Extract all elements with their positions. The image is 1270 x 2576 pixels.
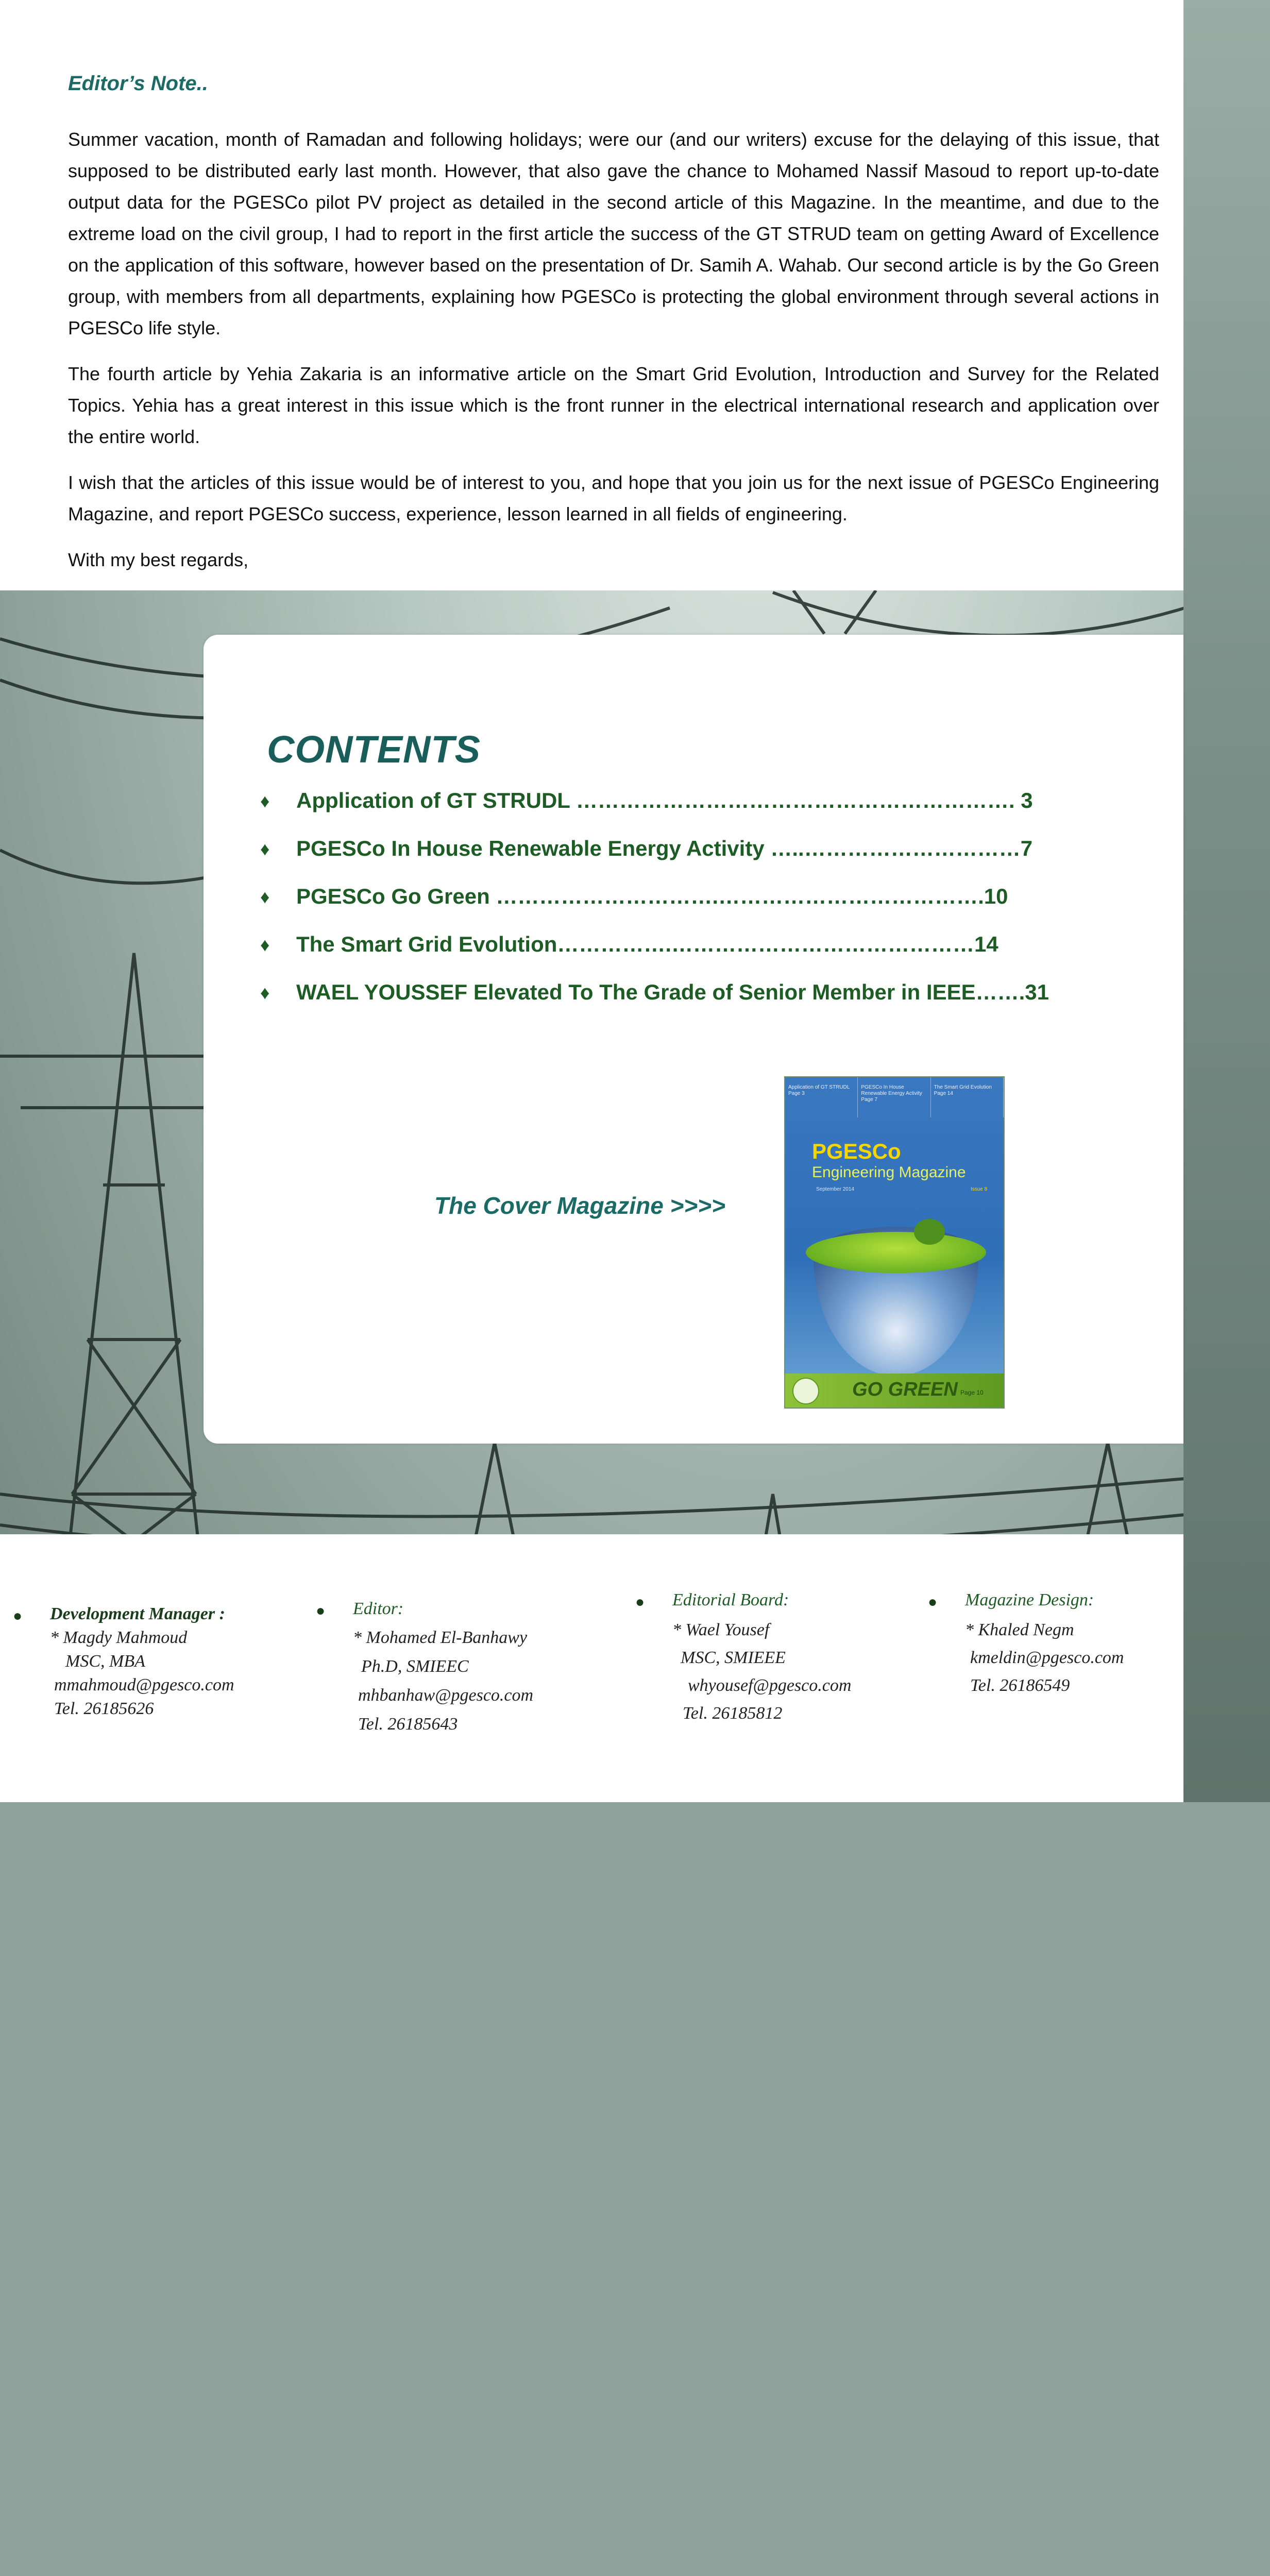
toc-item-text: WAEL YOUSSEF Elevated To The Grade of Senior Member in IEEE…….31 <box>296 980 1049 1004</box>
cover-magazine-label: The Cover Magazine >>>> <box>434 1192 726 1219</box>
cover-title: PGESCo <box>812 1139 901 1163</box>
team-email[interactable]: whyousef@pgesco.com <box>688 1676 852 1695</box>
team-name: * Magdy Mahmoud <box>50 1628 188 1647</box>
team-member-editor <box>316 1597 534 1736</box>
cover-header <box>785 1077 1004 1117</box>
toc-item-text: The Smart Grid Evolution…………….……………………………………14 <box>296 932 998 956</box>
toc-item-text: PGESCo In House Renewable Energy Activity …..…………………………7 <box>296 836 1033 860</box>
team-name: * Wael Yousef <box>672 1620 770 1639</box>
diamond-bullet-icon: ♦ <box>260 982 270 1003</box>
team-phone: Tel. 26185626 <box>54 1699 154 1718</box>
diamond-bullet-icon: ♦ <box>260 886 270 907</box>
right-photo-strip <box>1183 0 1270 1802</box>
toc-item[interactable] <box>260 980 1146 1028</box>
team-member-magazine-design <box>928 1588 1124 1698</box>
bullet-icon: ● <box>316 1602 326 1619</box>
team-email[interactable]: mhbanhaw@pgesco.com <box>358 1686 534 1705</box>
tree-icon <box>914 1219 945 1245</box>
editors-note-paragraph: The fourth article by Yehia Zakaria is an informative article on the Smart Grid Evolution, Introduction and Survey for the Related Topics. Yehia has a great interest in this issue which is the front runner in the electrical international research and application over the entire world. <box>68 363 1159 447</box>
team-phone: Tel. 26186549 <box>970 1676 1070 1695</box>
team-phone: Tel. 26185812 <box>683 1704 783 1723</box>
cover-date: September 2014 <box>816 1187 854 1192</box>
editors-note-title: Editor’s Note.. <box>68 72 208 95</box>
grass-island-icon <box>806 1232 986 1273</box>
team-member-development-manager <box>13 1602 234 1721</box>
cover-header-col: Application of GT STRUDL Page 3 <box>785 1077 858 1117</box>
diamond-bullet-icon: ♦ <box>260 838 270 859</box>
team-role: Editorial Board: <box>672 1590 789 1609</box>
team-phone: Tel. 26185643 <box>358 1715 458 1734</box>
team-role: Editor: <box>353 1599 404 1618</box>
editors-note-body <box>68 124 1159 590</box>
go-green-text: GO GREEN <box>852 1379 958 1400</box>
toc-item-text: Application of GT STRUDL ……………………………………………………. 3 <box>296 788 1033 812</box>
cover-subtitle: Engineering Magazine <box>812 1164 966 1181</box>
team-email[interactable]: kmeldin@pgesco.com <box>970 1648 1124 1667</box>
cover-header-col: The Smart Grid Evolution Page 14 <box>931 1077 1004 1117</box>
toc-item[interactable] <box>260 884 1146 932</box>
team-role: Development Manager : <box>50 1604 225 1623</box>
bullet-icon: ● <box>928 1594 938 1611</box>
team-member-editorial-board <box>635 1588 852 1725</box>
team-email[interactable]: mmahmoud@pgesco.com <box>54 1675 234 1694</box>
toc-item[interactable] <box>260 836 1146 884</box>
cover-header-col: PGESCo In House Renewable Energy Activity Page 7 <box>858 1077 930 1117</box>
editors-note-paragraph: I wish that the articles of this issue would be of interest to you, and hope that you join us for the next issue of PGESCo Engineering Magazine, and report PGESCo success, experience, lesson learned in all fields of engineering. <box>68 472 1159 524</box>
bullet-icon: ● <box>13 1607 23 1624</box>
team-role: Magazine Design: <box>965 1590 1094 1609</box>
team-name: * Khaled Negm <box>965 1620 1074 1639</box>
team-degree: MSC, SMIEEE <box>681 1648 786 1667</box>
diamond-bullet-icon: ♦ <box>260 934 270 955</box>
diamond-bullet-icon: ♦ <box>260 790 270 811</box>
cover-issue: Issue 8 <box>971 1187 988 1192</box>
magazine-cover-image[interactable] <box>784 1076 1005 1409</box>
editors-note-paragraph: Summer vacation, month of Ramadan and following holidays; were our (and our writers) excuse for the delaying of this issue, that supposed to be distributed early last month. However, that also gave the chance to Mohamed Nassif Masoud to report up-to-date output data for the PGESCo pilot PV project as detailed in the second article of this Magazine. In the meantime, and due to the extreme load on the civil group, I had to report in the first article the success of the GT STRUD team on getting Award of Excellence on the application of this software, however based on the presentation of Dr. Samih A. Wahab. Our second article is by the Go Green group, with members from all departments, explaining how PGESCo is protecting the global environment through several actions in PGESCo life style. <box>68 129 1159 338</box>
editors-note-signoff: With my best regards, <box>68 549 249 570</box>
toc-item-text: PGESCo Go Green ………………………….……………………………….10 <box>296 884 1008 908</box>
toc-item[interactable] <box>260 932 1146 980</box>
cover-footer-page: Page 10 <box>960 1389 984 1396</box>
team-degree: Ph.D, SMIEEC <box>361 1657 469 1676</box>
toc-item[interactable] <box>260 788 1146 836</box>
editors-note-panel <box>0 0 1183 590</box>
seal-icon <box>792 1378 819 1404</box>
table-of-contents <box>260 788 1146 1028</box>
team-degree: MSC, MBA <box>65 1652 145 1671</box>
team-name: * Mohamed El-Banhawy <box>353 1628 528 1647</box>
contents-title: CONTENTS <box>267 728 481 771</box>
bullet-icon: ● <box>635 1594 645 1611</box>
